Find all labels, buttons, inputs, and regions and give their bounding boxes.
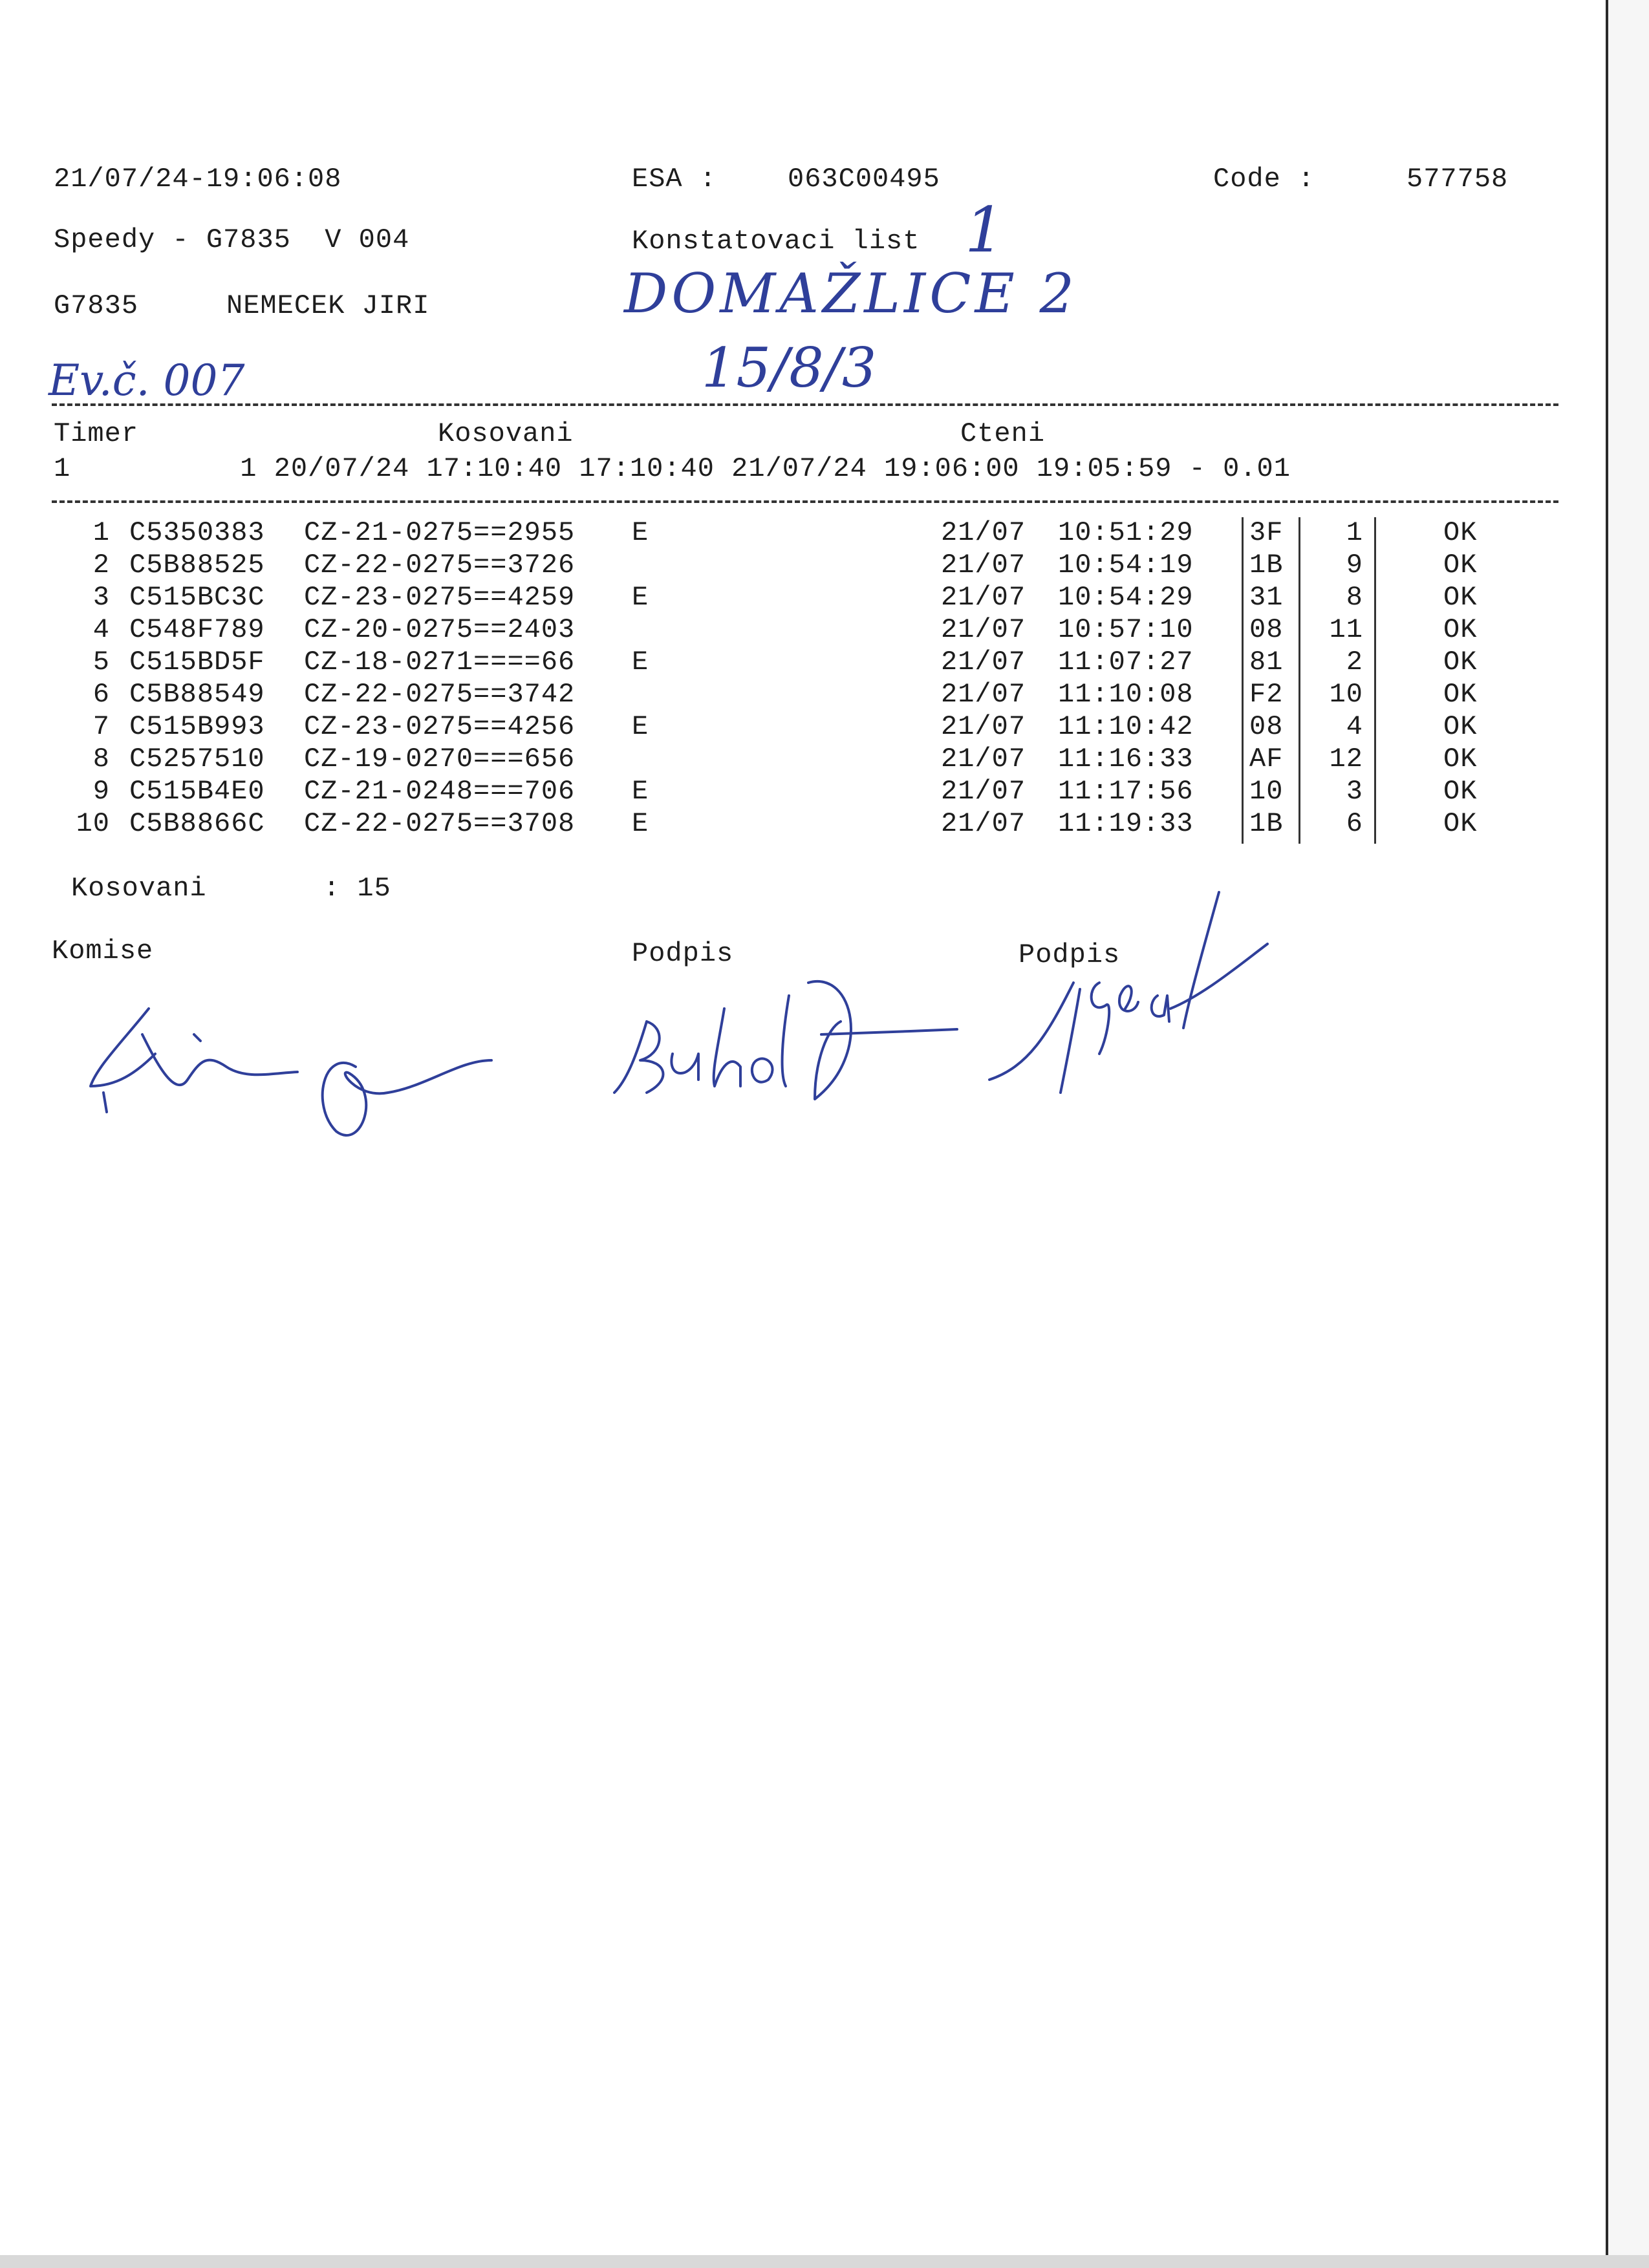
ring-number: CZ-22-0275==3708 xyxy=(304,808,576,839)
column-separator xyxy=(1299,517,1300,844)
arrival-date: 21/07 xyxy=(941,808,1026,839)
arrival-date: 21/07 xyxy=(941,776,1026,807)
signature-komise xyxy=(78,996,504,1144)
handwritten-place: DOMAŽLICE 2 xyxy=(624,262,1078,325)
device-line: Speedy - G7835 V 004 xyxy=(54,224,410,255)
arrival-date: 21/07 xyxy=(941,517,1026,548)
hex-code: 3F xyxy=(1249,517,1284,548)
status: OK xyxy=(1443,614,1478,645)
row-number: 7 xyxy=(92,711,110,742)
esa-value: 063C00495 xyxy=(788,164,940,195)
arrival-time: 11:17:56 xyxy=(1058,776,1194,807)
cteni-label: Cteni xyxy=(960,418,1046,449)
position: 4 xyxy=(1346,711,1363,742)
arrival-time: 11:19:33 xyxy=(1058,808,1194,839)
row-number: 6 xyxy=(92,679,110,710)
hex-code: 1B xyxy=(1249,550,1284,581)
arrival-time: 10:57:10 xyxy=(1058,614,1194,645)
kosovani-header-label: Kosovani xyxy=(438,418,574,449)
chip-id: C548F789 xyxy=(129,614,265,645)
timer-line: 1 1 20/07/24 17:10:40 17:10:40 21/07/24 19:06:00 19:05:59 - 0.01 xyxy=(54,453,1291,484)
chip-id: C5350383 xyxy=(129,517,265,548)
ring-number: CZ-19-0270===656 xyxy=(304,744,576,775)
hex-code: AF xyxy=(1249,744,1284,775)
arrival-time: 10:51:29 xyxy=(1058,517,1194,548)
position: 3 xyxy=(1346,776,1363,807)
ring-number: CZ-22-0275==3742 xyxy=(304,679,576,710)
signature-podpis-1 xyxy=(601,970,964,1118)
status: OK xyxy=(1443,744,1478,775)
arrival-date: 21/07 xyxy=(941,647,1026,678)
chip-id: C5257510 xyxy=(129,744,265,775)
status: OK xyxy=(1443,776,1478,807)
chip-id: C515B993 xyxy=(129,711,265,742)
owner-name: NEMECEK JIRI xyxy=(226,290,430,321)
row-number: 3 xyxy=(92,582,110,613)
handwritten-list-number: 1 xyxy=(965,194,1005,266)
arrival-date: 21/07 xyxy=(941,614,1026,645)
status: OK xyxy=(1443,808,1478,839)
chip-id: C515BD5F xyxy=(129,647,265,678)
position: 11 xyxy=(1329,614,1363,645)
chip-id: C5B8866C xyxy=(129,808,265,839)
code-value: 577758 xyxy=(1406,164,1509,195)
flag: E xyxy=(632,517,649,548)
scan-edge-right xyxy=(1606,0,1649,2268)
print-datetime: 21/07/24-19:06:08 xyxy=(54,164,342,195)
row-number: 2 xyxy=(92,550,110,581)
arrival-date: 21/07 xyxy=(941,679,1026,710)
hex-code: 1B xyxy=(1249,808,1284,839)
arrival-time: 11:07:27 xyxy=(1058,647,1194,678)
podpis-label-1: Podpis xyxy=(632,938,734,969)
handwritten-code: 15/8/3 xyxy=(702,336,877,400)
ring-number: CZ-23-0275==4259 xyxy=(304,582,576,613)
position: 6 xyxy=(1346,808,1363,839)
arrival-time: 10:54:29 xyxy=(1058,582,1194,613)
flag: E xyxy=(632,647,649,678)
status: OK xyxy=(1443,517,1478,548)
arrival-time: 10:54:19 xyxy=(1058,550,1194,581)
hex-code: 31 xyxy=(1249,582,1284,613)
handwritten-evidence-number: Ev.č. 007 xyxy=(48,356,245,405)
document-title: Konstatovaci list xyxy=(632,226,920,257)
position: 9 xyxy=(1346,550,1363,581)
hex-code: 10 xyxy=(1249,776,1284,807)
ring-number: CZ-21-0248===706 xyxy=(304,776,576,807)
arrival-date: 21/07 xyxy=(941,550,1026,581)
ring-number: CZ-23-0275==4256 xyxy=(304,711,576,742)
summary-kosovani-value: : 15 xyxy=(323,873,391,904)
podpis-label-2: Podpis xyxy=(1018,939,1121,970)
row-number: 5 xyxy=(92,647,110,678)
esa-label: ESA : xyxy=(632,164,717,195)
position: 8 xyxy=(1346,582,1363,613)
position: 1 xyxy=(1346,517,1363,548)
row-number: 10 xyxy=(76,808,110,839)
komise-label: Komise xyxy=(52,936,154,967)
position: 10 xyxy=(1329,679,1363,710)
arrival-time: 11:16:33 xyxy=(1058,744,1194,775)
divider-bottom xyxy=(52,500,1558,503)
status: OK xyxy=(1443,711,1478,742)
arrival-date: 21/07 xyxy=(941,744,1026,775)
column-separator xyxy=(1374,517,1376,844)
code-label: Code : xyxy=(1213,164,1315,195)
hex-code: 81 xyxy=(1249,647,1284,678)
status: OK xyxy=(1443,679,1478,710)
chip-id: C5B88549 xyxy=(129,679,265,710)
flag: E xyxy=(632,582,649,613)
ring-number: CZ-22-0275==3726 xyxy=(304,550,576,581)
row-number: 9 xyxy=(92,776,110,807)
flag: E xyxy=(632,808,649,839)
flag: E xyxy=(632,711,649,742)
timer-label: Timer xyxy=(54,418,139,449)
ring-number: CZ-18-0271====66 xyxy=(304,647,576,678)
signature-podpis-2 xyxy=(976,886,1287,1099)
column-separator xyxy=(1242,517,1244,844)
chip-id: C515B4E0 xyxy=(129,776,265,807)
status: OK xyxy=(1443,647,1478,678)
arrival-date: 21/07 xyxy=(941,582,1026,613)
row-number: 1 xyxy=(92,517,110,548)
arrival-time: 11:10:08 xyxy=(1058,679,1194,710)
status: OK xyxy=(1443,582,1478,613)
ring-number: CZ-21-0275==2955 xyxy=(304,517,576,548)
divider-top xyxy=(52,403,1558,406)
chip-id: C5B88525 xyxy=(129,550,265,581)
row-number: 4 xyxy=(92,614,110,645)
hex-code: 08 xyxy=(1249,614,1284,645)
position: 12 xyxy=(1329,744,1363,775)
chip-id: C515BC3C xyxy=(129,582,265,613)
flag: E xyxy=(632,776,649,807)
hex-code: 08 xyxy=(1249,711,1284,742)
scan-edge-bottom xyxy=(0,2255,1649,2268)
row-number: 8 xyxy=(92,744,110,775)
arrival-time: 11:10:42 xyxy=(1058,711,1194,742)
ring-number: CZ-20-0275==2403 xyxy=(304,614,576,645)
summary-kosovani-label: Kosovani xyxy=(71,873,207,904)
position: 2 xyxy=(1346,647,1363,678)
status: OK xyxy=(1443,550,1478,581)
owner-id: G7835 xyxy=(54,290,139,321)
hex-code: F2 xyxy=(1249,679,1284,710)
arrival-date: 21/07 xyxy=(941,711,1026,742)
